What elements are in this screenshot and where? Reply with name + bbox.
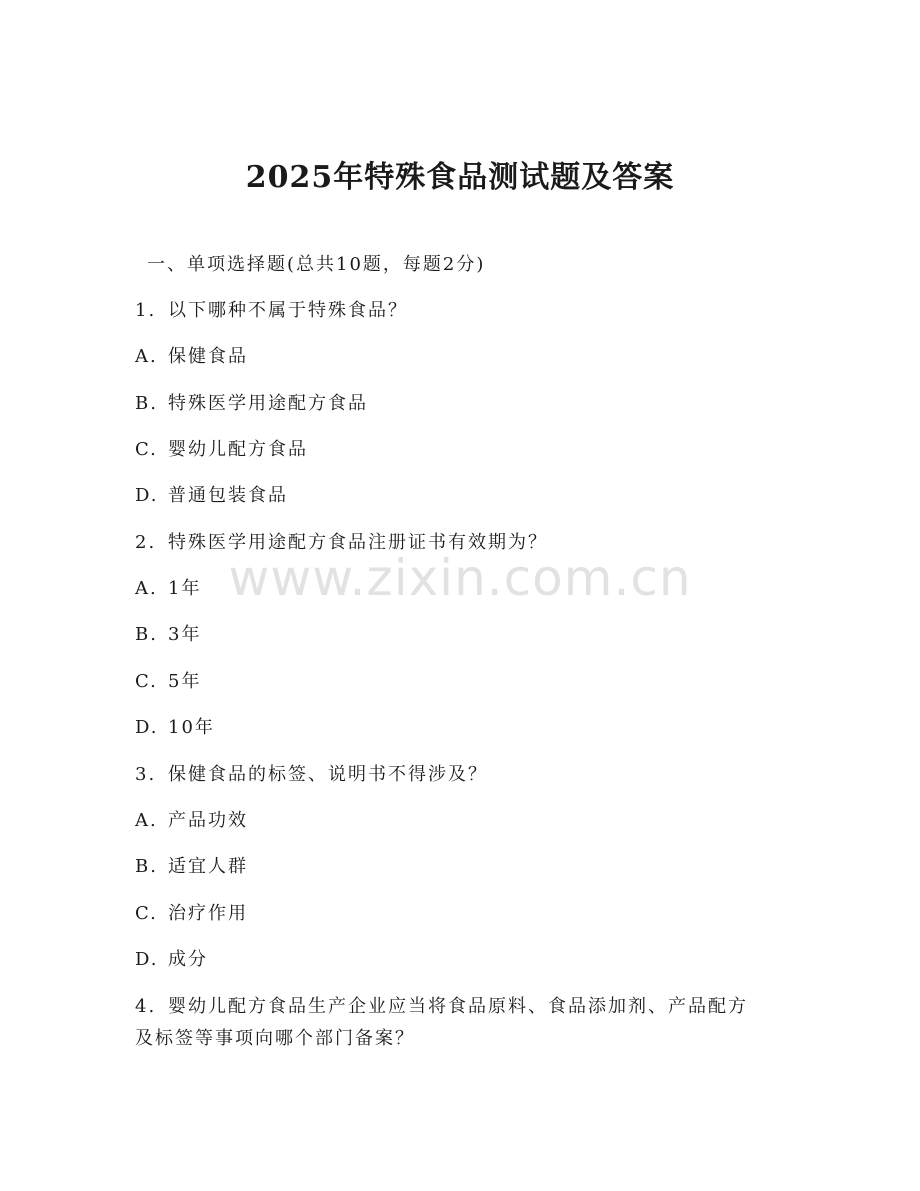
question-number: 4. xyxy=(135,996,157,1017)
question-text: 保健食品的标签、说明书不得涉及？ xyxy=(168,764,488,785)
option-text: 治疗作用 xyxy=(168,903,248,924)
section-heading: 一、单项选择题(总共10题，每题2分) xyxy=(147,254,486,275)
option-label: C. xyxy=(135,903,158,924)
question-number: 1. xyxy=(135,300,157,321)
question-2-option-a xyxy=(135,575,201,603)
question-1-option-a xyxy=(135,343,248,371)
watermark: www.zixin.com.cn xyxy=(228,549,692,607)
option-label: B. xyxy=(135,624,158,645)
option-text: 保健食品 xyxy=(168,346,248,367)
question-2-option-b xyxy=(135,621,201,649)
option-text: 10年 xyxy=(168,717,215,738)
option-text: 婴幼儿配方食品 xyxy=(168,439,308,460)
option-text: 普通包装食品 xyxy=(168,485,288,506)
option-text: 产品功效 xyxy=(168,810,248,831)
option-label: B. xyxy=(135,856,158,877)
option-text: 适宜人群 xyxy=(168,856,248,877)
option-label: B. xyxy=(135,393,158,414)
question-3-option-d xyxy=(135,946,208,974)
option-text: 3年 xyxy=(168,624,202,645)
option-label: C. xyxy=(135,439,158,460)
question-text: 特殊医学用途配方食品注册证书有效期为？ xyxy=(168,532,548,553)
document-title: 2025年特殊食品测试题及答案 xyxy=(245,160,675,195)
question-1-option-b xyxy=(135,390,368,418)
option-text: 5年 xyxy=(168,671,202,692)
question-1-option-d xyxy=(135,482,288,510)
option-text: 特殊医学用途配方食品 xyxy=(168,393,368,414)
question-2-option-c xyxy=(135,668,201,696)
option-label: D. xyxy=(135,717,159,738)
question-3 xyxy=(135,761,488,789)
question-3-option-c xyxy=(135,900,248,928)
option-label: A. xyxy=(135,346,158,367)
question-3-option-b xyxy=(135,853,248,881)
question-4-continued xyxy=(135,1025,785,1053)
question-text-line-2: 及标签等事项向哪个部门备案？ xyxy=(135,1028,415,1049)
question-2-option-d xyxy=(135,714,215,742)
question-number: 2. xyxy=(135,532,157,553)
question-3-option-a xyxy=(135,807,248,835)
question-4 xyxy=(135,993,785,1021)
question-1 xyxy=(135,297,408,325)
option-label: A. xyxy=(135,578,158,599)
option-label: D. xyxy=(135,949,159,970)
question-number: 3. xyxy=(135,764,157,785)
option-text: 成分 xyxy=(168,949,208,970)
question-text: 以下哪种不属于特殊食品？ xyxy=(168,300,408,321)
option-label: D. xyxy=(135,485,159,506)
question-1-option-c xyxy=(135,436,308,464)
option-label: A. xyxy=(135,810,158,831)
option-text: 1年 xyxy=(168,578,202,599)
question-2 xyxy=(135,529,548,557)
option-label: C. xyxy=(135,671,158,692)
question-text-line-1: 婴幼儿配方食品生产企业应当将食品原料、食品添加剂、产品配方 xyxy=(168,996,748,1017)
